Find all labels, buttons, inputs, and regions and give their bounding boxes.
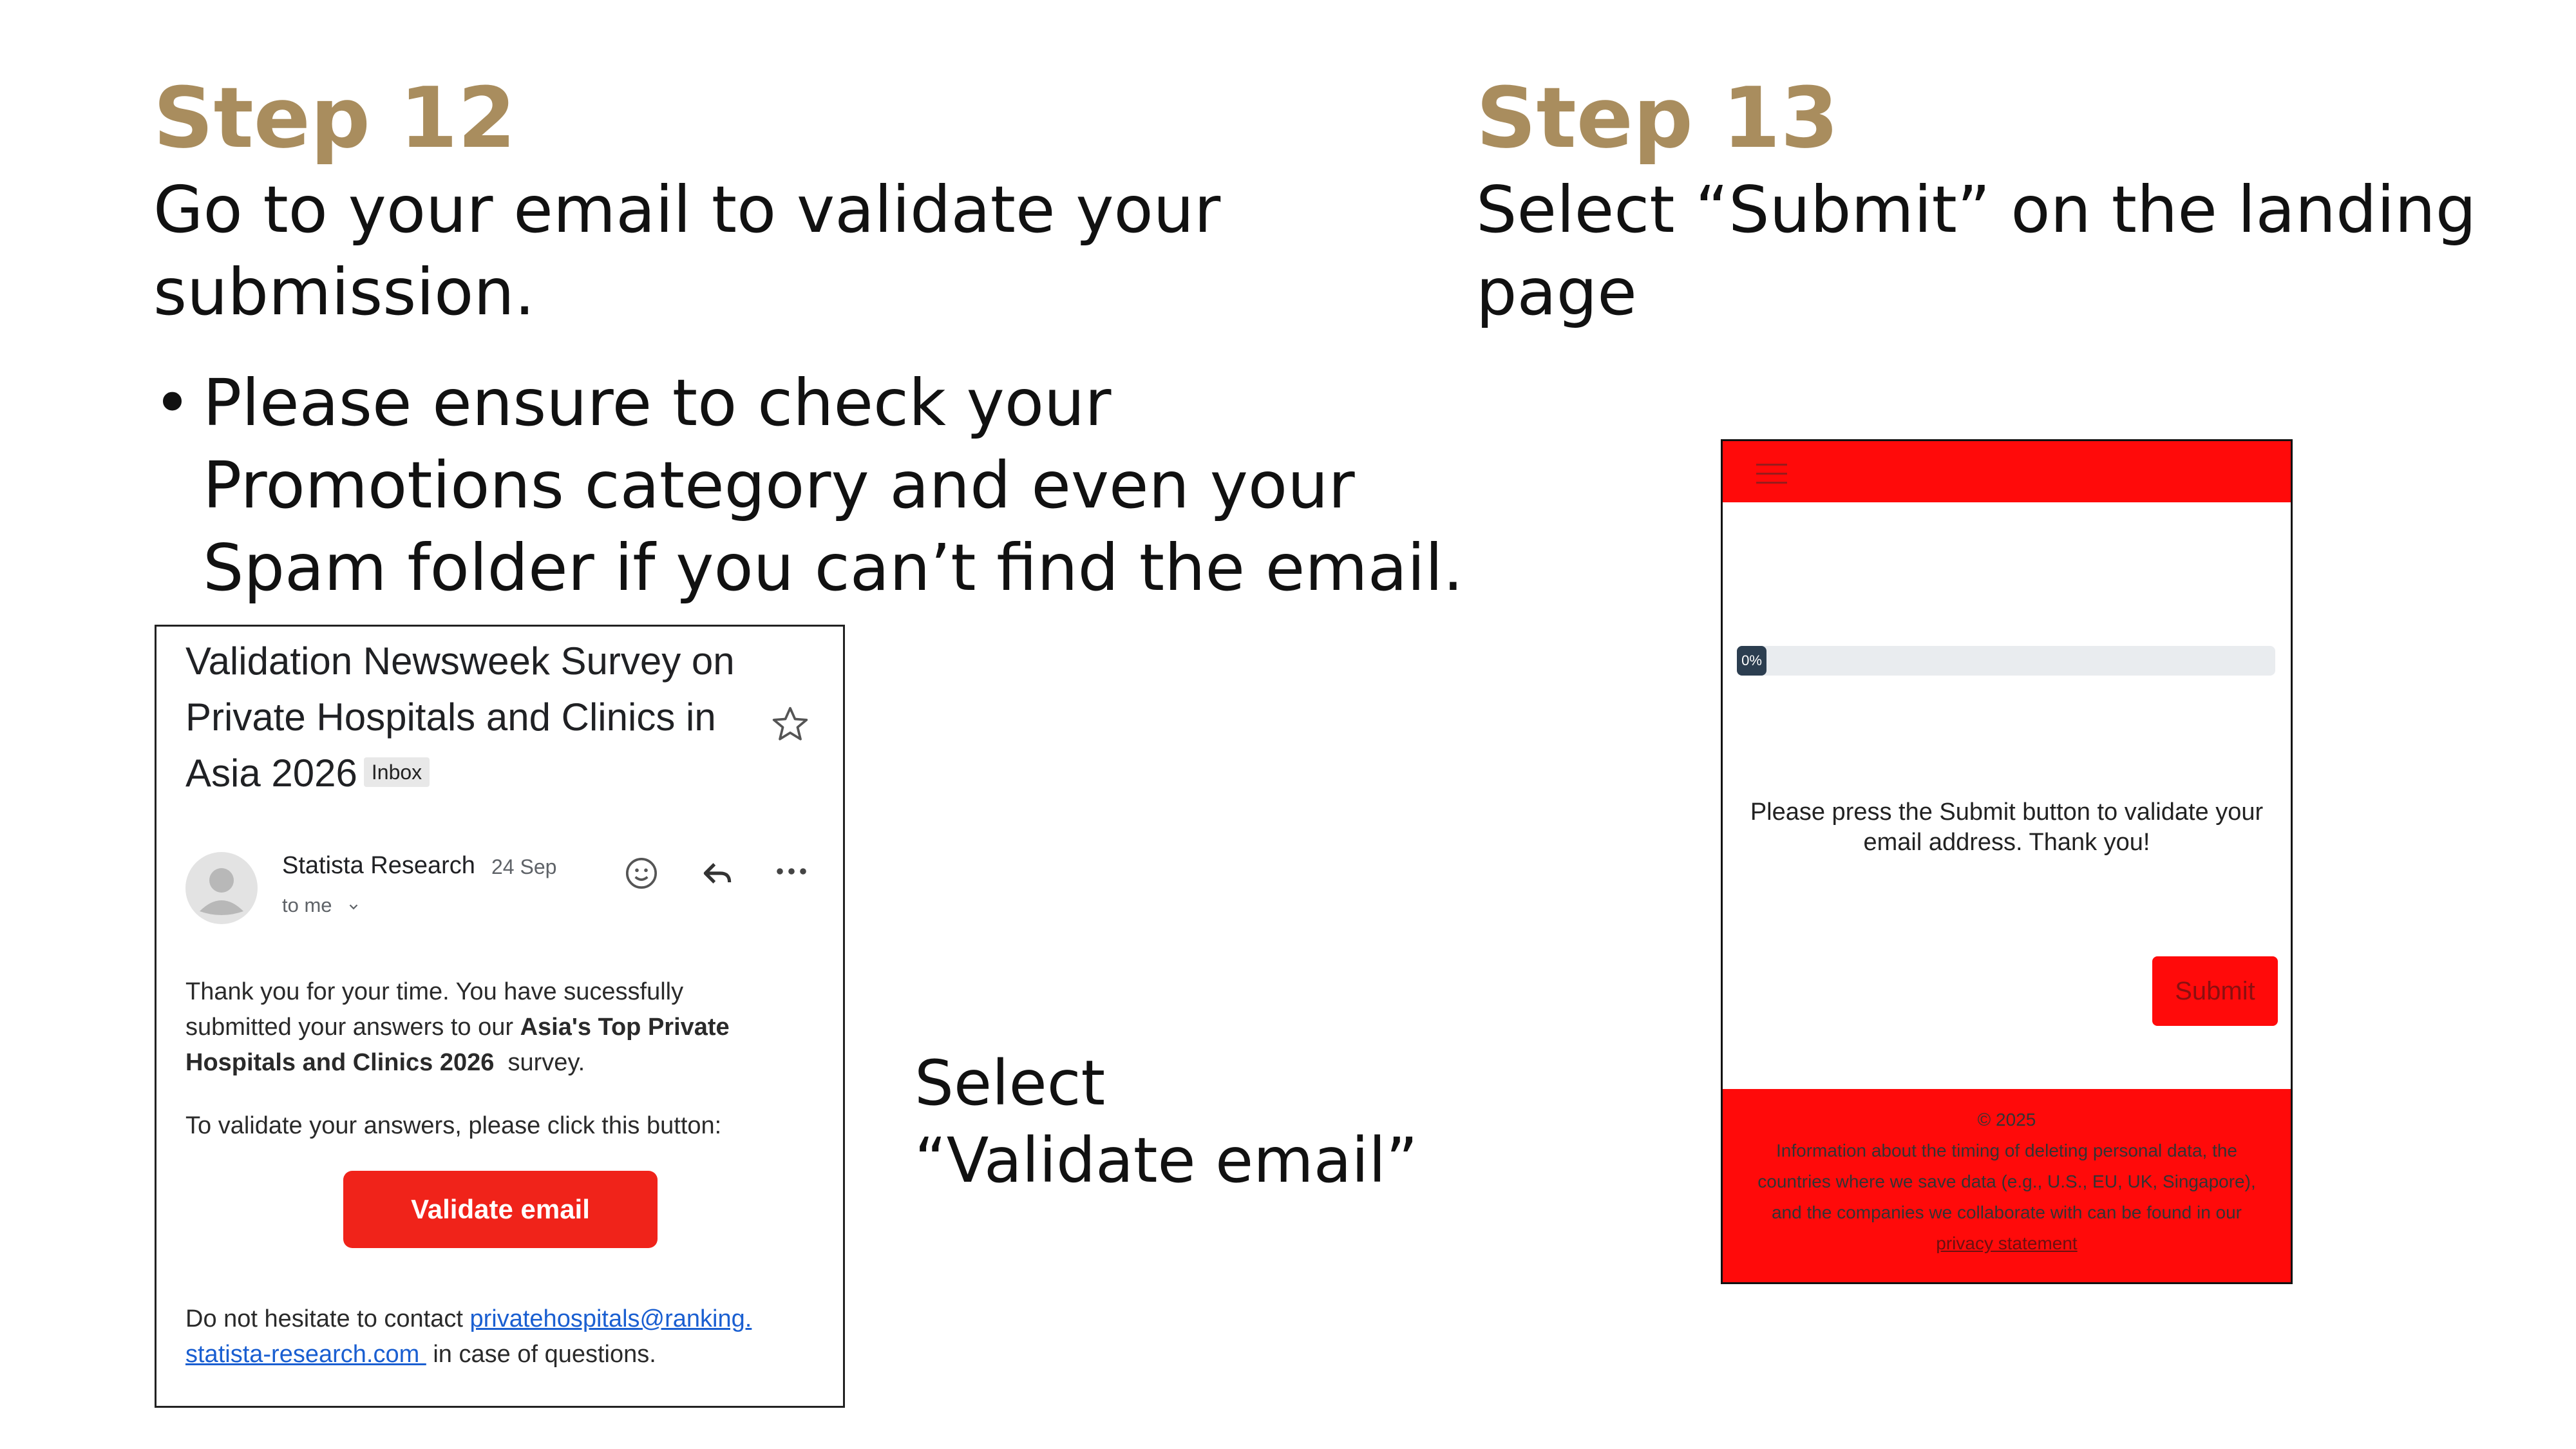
step-12-title: Step 12 [153,69,516,167]
contact-text-end: in case of questions. [426,1341,656,1368]
menu-icon[interactable] [1756,463,1787,485]
email-subject-line-2: Private Hospitals and Clinics in [185,696,716,739]
star-icon[interactable] [770,704,811,745]
step-13-instruction-line-1: Select “Submit” on the landing [1476,172,2477,247]
survey-name-part-2: Hospitals and Clinics 2026 [185,1049,495,1076]
validate-prompt: To validate your answers, please click this button: [185,1112,722,1139]
recipient-text: to me [282,894,332,916]
privacy-statement-link[interactable]: privacy statement [1936,1233,2078,1253]
step-13-instruction-line-2: page [1476,254,1637,330]
select-validate-line-2: “Validate email” [914,1124,1418,1197]
contact-line-1 [185,1302,752,1337]
bullet-symbol: • [153,365,191,440]
email-body-line-1: Thank you for your time. You have sucessfully [185,978,684,1005]
validation-message-line-2: email address. Thank you! [1863,829,2150,856]
email-body-line-2-text: submitted your answers to our [185,1014,520,1041]
submit-button[interactable]: Submit [2152,956,2278,1026]
bullet-text-line-1: Please ensure to check your [203,365,1112,440]
bullet-text-line-2: Promotions category and even your [203,448,1355,523]
step-12-instruction-line-2: submission. [153,254,535,330]
email-subject-line-3 [185,745,430,801]
avatar-icon [185,852,258,924]
email-date: 24 Sep [491,855,557,878]
email-body-line-3 [185,1045,585,1081]
step-12-instruction-line-1: Go to your email to validate your [153,172,1221,247]
select-validate-line-1: Select [914,1047,1106,1119]
email-screenshot [155,625,845,1408]
step-13-title: Step 13 [1476,69,1839,167]
footer-text-line-3: and the companies we collaborate with can be found in our [1771,1202,2242,1222]
validate-email-button[interactable]: Validate email [343,1171,658,1248]
footer-text-line-2: countries where we save data (e.g., U.S., EU, UK, Singapore), [1757,1171,2256,1191]
sender-name: Statista Research [282,852,475,879]
progress-label: 0% [1741,652,1762,668]
more-icon[interactable] [775,858,808,884]
contact-text: Do not hesitate to contact [185,1305,470,1332]
bullet-text-line-3: Spam folder if you can’t find the email. [203,530,1464,605]
contact-email-link-part-2[interactable]: statista-research.com [185,1341,426,1368]
progress-track [1737,646,2275,676]
contact-email-link-part-1[interactable]: privatehospitals@ranking. [469,1305,752,1332]
landing-header [1723,441,2291,502]
landing-footer [1723,1089,2291,1284]
landing-page-screenshot [1721,439,2293,1284]
email-body-line-3-text: survey. [494,1049,585,1076]
email-subject-line-1: Validation Newsweek Survey on [185,639,735,683]
footer-copyright: © 2025 [1977,1110,2036,1130]
email-body-line-2 [185,1010,730,1045]
contact-line-2 [185,1337,656,1372]
inbox-badge[interactable]: Inbox [364,757,430,787]
reply-icon[interactable] [699,855,735,891]
emoji-icon[interactable] [623,855,659,891]
footer-privacy-row [1723,1228,2291,1259]
email-subject-line-3-text: Asia 2026 [185,752,357,795]
recipient-label[interactable] [282,892,361,919]
validation-message-line-1: Please press the Submit button to validate your [1750,799,2264,826]
footer-text-line-1: Information about the timing of deleting personal data, the [1776,1141,2238,1160]
chevron-down-icon[interactable] [346,900,361,914]
survey-name-part-1: Asia's Top Private [520,1014,730,1041]
